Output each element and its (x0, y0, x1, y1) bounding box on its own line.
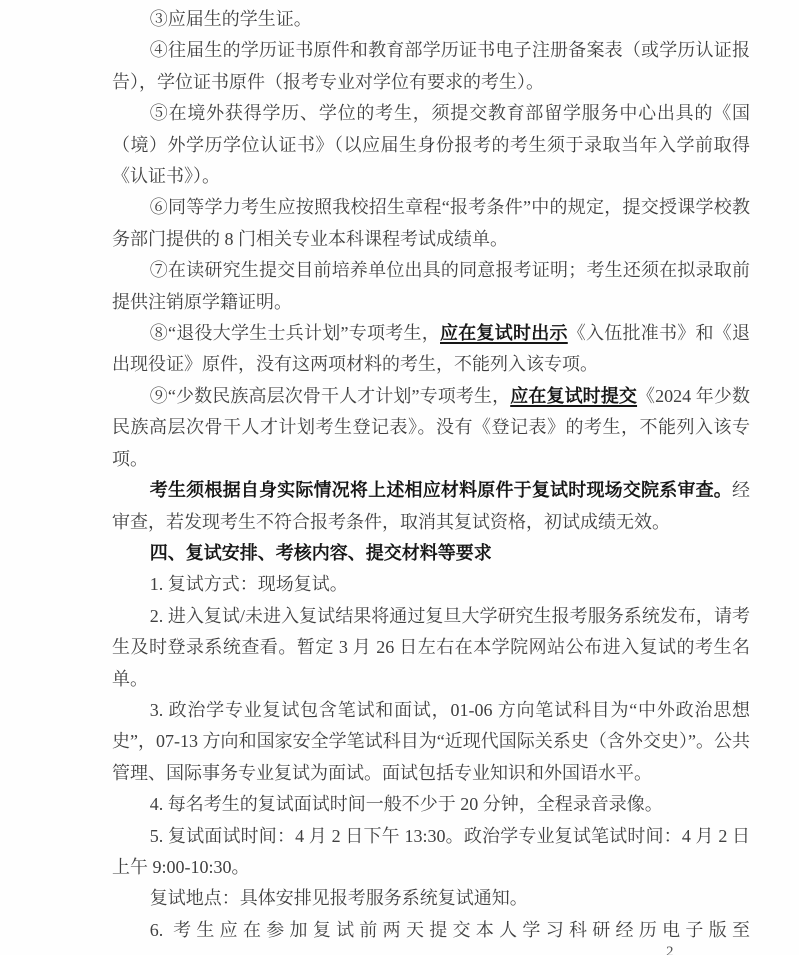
text-segment-normal: ⑨“少数民族高层次骨干人才计划”专项考生， (149, 385, 511, 406)
text-segment-normal: 复试地点：具体安排见报考服务系统复试通知。 (149, 888, 528, 909)
text-segment-normal: ③应届生的学生证。 (149, 9, 312, 29)
text-segment-bold: 考生须根据自身实际情况将上述相应材料原件于复试时现场交院系审查。 (149, 480, 732, 501)
text-segment-bold-underline: 应在复试时提交 (510, 385, 638, 406)
para-5-interview-time (112, 821, 750, 884)
text-segment-normal: 经审查，若发现考生不符合报考条件，取消其复试资格，初试成绩无效。 (112, 480, 750, 532)
text-segment-normal: 5. 复试面试时间：4 月 2 日下午 13:30。政治学专业复试笔试时间：4 月 2 日上午 9:00-10:30。 (112, 825, 750, 877)
para-circled-3-student-card (112, 4, 750, 35)
text-segment-normal: ⑦在读研究生提交目前培养单位出具的同意报考证明；考生还须在拟录取前提供注销原学籍证明。 (112, 260, 750, 312)
para-materials-review-note (112, 475, 750, 538)
text-segment-normal: 4. 每名考生的复试面试时间一般不少于 20 分钟，全程录音录像。 (149, 794, 663, 815)
para-2-result-announcement (112, 601, 750, 695)
text-segment-normal: 《2024 年少数民族高层次骨干人才计划考生登记表》。没有《登记表》的考生，不能列入该专项。 (112, 385, 751, 469)
para-circled-8-veteran-plan (112, 318, 750, 381)
para-circled-7-current-grad-students (112, 255, 750, 318)
para-3-exam-subjects (112, 695, 750, 789)
document-body (112, 4, 750, 946)
text-segment-normal: 3. 政治学专业复试包含笔试和面试，01-06 方向笔试科目为“中外政治思想史”，07-13 方向和国家安全学笔试科目为“近现代国际关系史（含外交史）”。公共管理、国际事务专业复试为面试。面试包括专业知识和外国语水平。 (112, 699, 750, 783)
text-segment-normal: ⑧“退役大学生士兵计划”专项考生， (149, 323, 441, 344)
text-segment-normal: 6. 考生应在参加复试前两天提交本人学习科研经历电子版至 (149, 919, 750, 940)
para-circled-9-minority-talent-plan (112, 381, 750, 475)
para-exam-location (112, 883, 750, 914)
para-1-interview-mode (112, 569, 750, 600)
para-circled-6-equivalent-qualification (112, 192, 750, 255)
text-segment-bold-underline: 应在复试时出示 (440, 323, 568, 344)
text-segment-normal: ④往届生的学历证书原件和教育部学历证书电子注册备案表（或学历认证报告），学位证书原件（报考专业对学位有要求的考生）。 (112, 40, 750, 92)
para-6-resume-submission (112, 915, 750, 946)
text-segment-bold: 四、复试安排、考核内容、提交材料等要求 (149, 542, 492, 563)
page-number: 2 (666, 944, 674, 955)
text-segment-normal: ⑥同等学力考生应按照我校招生章程“报考条件”中的规定，提交授课学校教务部门提供的 8 门相关专业本科课程考试成绩单。 (112, 197, 750, 249)
text-segment-normal: ⑤在境外获得学历、学位的考生，须提交教育部留学服务中心出具的《国（境）外学历学位认证书》（以应届生身份报考的考生须于录取当年入学前取得《认证书》）。 (112, 103, 750, 187)
heading-section-4 (112, 538, 750, 569)
text-segment-normal: 《入伍批准书》和《退出现役证》原件，没有这两项材料的考生，不能列入该专项。 (112, 323, 751, 375)
para-circled-4-diploma-originals (112, 35, 750, 98)
text-segment-normal: 2. 进入复试/未进入复试结果将通过复旦大学研究生报考服务系统发布，请考生及时登录系统查看。暂定 3 月 26 日左右在本学院网站公布进入复试的考生名单。 (112, 605, 750, 689)
para-circled-5-overseas-credentials (112, 98, 750, 192)
para-4-interview-duration (112, 789, 750, 820)
text-segment-normal: 1. 复试方式：现场复试。 (149, 574, 348, 595)
